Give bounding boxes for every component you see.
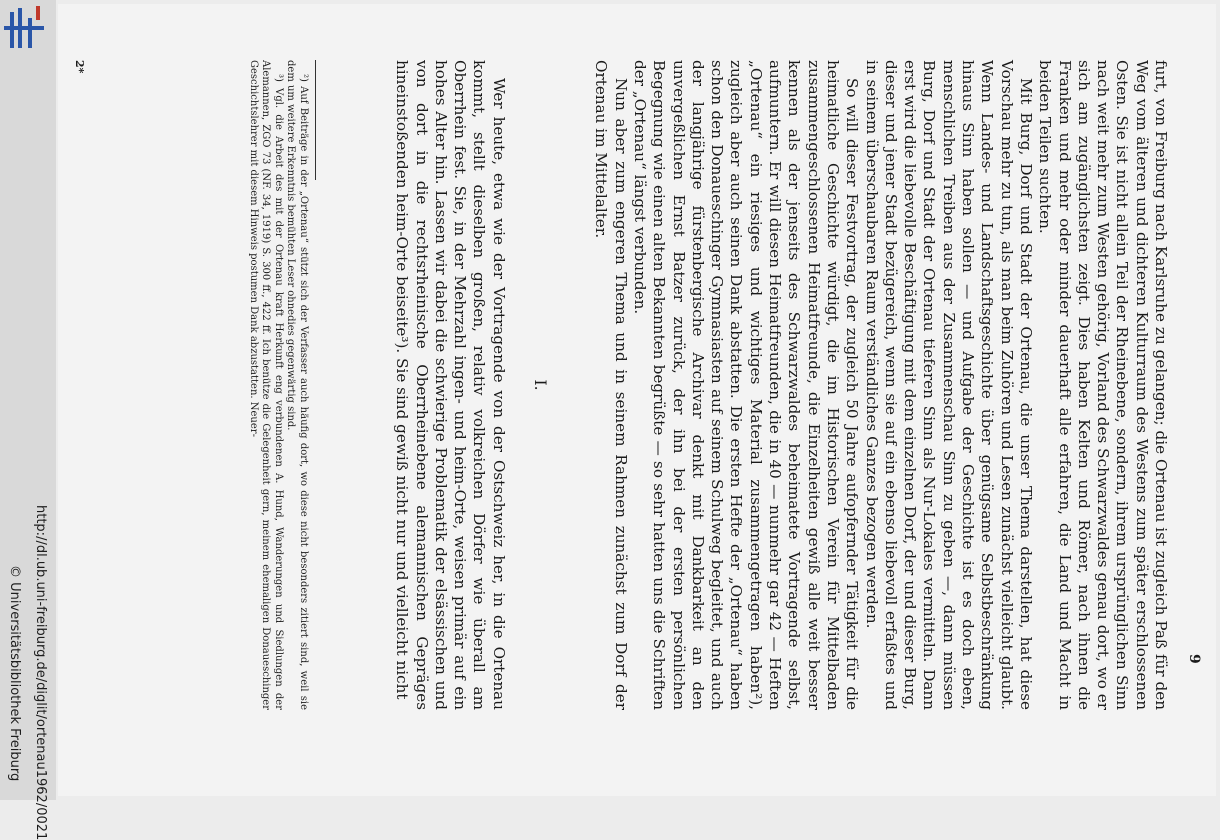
paragraph: Wer heute, etwa wie der Vortragende von der Ostschweiz her, in die Ortenau kommt, stellt dieselben großen, relativ volkreichen Dörfer wie überall am Oberrhein fest. Sie, in der Mehrzahl ingen- und heim-Orte, weisen primär auf ein hohes Alter hin. Lassen wir dabei die schwierige Problematik der elsässischen und von dort in die rechtsrheinische Oberrheinebene alemannischen Gepräges hineinstoßenden heim-Orte beiseite³). Sie sind gewiß nicht nur und vielleicht nicht xyxy=(393,60,508,710)
paragraph: furt, von Freiburg nach Karlsruhe zu gelangen; die Ortenau ist zugleich Paß für den Weg vom älteren und dichteren Kulturraum des Westens zum später erschlossenen Osten. Sie ist nicht allein Teil der Rheinebene, sondern, ihrem ursprünglichen Sinn nach weit mehr zum Westen gehörig, Vorland des Schwarzwaldes genau dort, wo er sich am zugänglichsten zeigt. Dies haben Kelten und Römer, nach ihnen die Franken und mehr oder minder dauerhaft alle erfahren, die Land und Macht in beiden Teilen suchten. xyxy=(1036,60,1170,710)
section-heading: I. xyxy=(531,379,550,391)
printer-signature: 2* xyxy=(73,60,86,74)
scanned-page xyxy=(58,4,1216,796)
paragraph: Mit Burg, Dorf und Stadt der Ortenau, die unser Thema darstellen, hat diese Vorschau mehr zu tun, als man beim Zuhören und Lesen zunächst vielleicht glaubt. Wenn Landes- und Landschaftsgeschichte über genügsame Selbstbeschränkung hinaus Sinn haben sollen — und Aufgabe der Geschichte ist es doch eben, menschlichen Treiben aus der Zusammenschau Sinn zu geben —, dann müssen Burg, Dorf und Stadt der Ortenau tieferen Sinn als Nur-Lokales vermitteln. Dann erst wird die liebevolle Beschäftigung mit dem einzelnen Dorf, der und dieser Burg, dieser und jener Stadt bezügereich, wenn sie auf ein ebenso liebevoll erfaßtes und in seinem überschaubaren Raum verständliches Ganzes bezogen werden. xyxy=(862,60,1035,710)
rotated-page-content xyxy=(58,4,1216,796)
footnote: ²) Auf Beiträge in der „Ortenau“ stützt sich der Verfasser auch häufig dort, wo diese nicht besonders zitiert sind, weil sie dem um weitere Erkenntnis bemühten Leser ohnedies gegenwärtig sind. xyxy=(285,60,309,710)
source-url[interactable]: http://dl.ub.uni-freiburg.de/diglit/ortenau1962/0021 xyxy=(33,505,48,840)
paragraph: Nun aber zum engeren Thema und in seinem Rahmen zunächst zum Dorf der Ortenau im Mittelalter. xyxy=(592,60,630,710)
page-number: 9 xyxy=(1186,654,1202,664)
footnotes xyxy=(247,60,317,710)
copyright-notice: © Universitätsbibliothek Freiburg xyxy=(7,565,22,782)
footnote: ³) Vgl. die Arbeit des mit der Ortenau kraft Herkunft eng verbundenen A. Hund, Wanderungen und Siedlungen der Alemannen, ZGO 73 (NF. 34, 1919) S. 300 ff., 422 ff. Ich benütze die Gelegenheit gern, meinem ehemaligen Donaueschinger Geschichtslehrer mit diesem Hinweis postumen Dank abzustatten. Neuer- xyxy=(248,60,284,710)
paragraph: So will dieser Festvortrag, der zugleich 50 Jahre aufopfernder Tätigkeit für die heimatliche Geschichte würdigt, die im Historischen Verein für Mittelbaden zusammengeschlossenen Heimatfreunde, die Einzelheiten gewiß alle weit besser kennen als der jenseits des Schwarzwaldes beheimatete Vortragende selbst, aufmuntern. Er will diesen Heimatfreunden, die in 40 — nunmehr gar 42 — Heften „Ortenau“ ein riesiges und wichtiges Material zusammengetragen haben²), zugleich aber auch seinen Dank abstatten. Die ersten Hefte der „Ortenau“ haben schon den Donaueschinger Gymnasiasten auf seinem Schulweg begleitet, und auch der langjährige fürstenbergische Archivar denkt mit Dankbarkeit an den unvergeßlichen Ernst Batzer zurück, der ihn bei der ersten persönlichen Begegnung wie einen alten Bekannten begrüßte — so sehr hatten uns die Schriften der „Ortenau“ längst verbunden. xyxy=(630,60,862,710)
viewer-sidebar xyxy=(0,0,56,840)
university-library-logo xyxy=(2,4,46,52)
footnote-rule xyxy=(315,60,316,180)
body-text xyxy=(392,60,1170,710)
